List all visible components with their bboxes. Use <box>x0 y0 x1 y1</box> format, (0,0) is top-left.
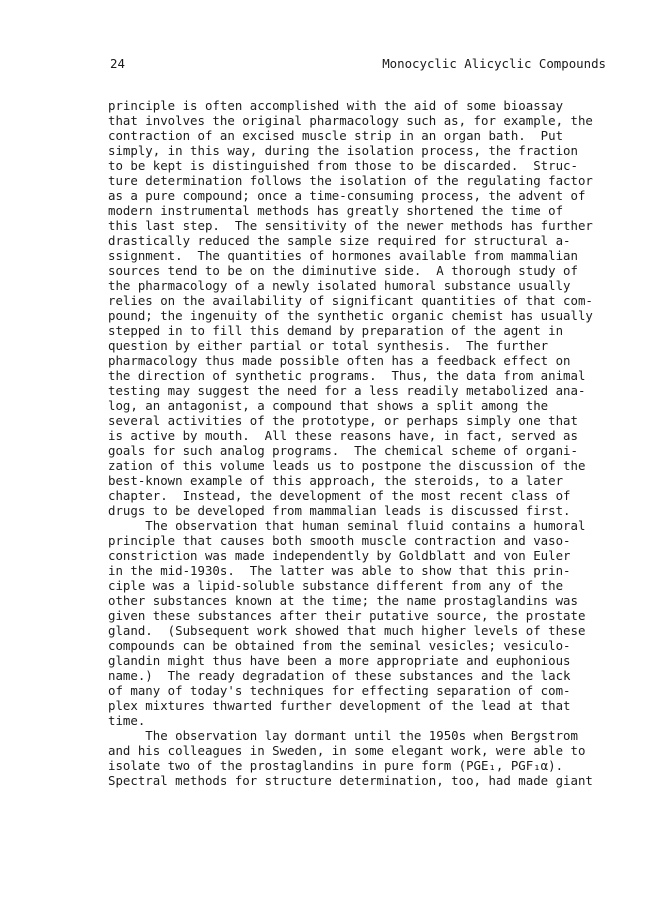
text-line: several activities of the prototype, or perhaps simply one that <box>108 413 578 428</box>
text-line: stepped in to fill this demand by preparation of the agent in <box>108 323 564 338</box>
text-line: testing may suggest the need for a less readily metabolized ana- <box>108 383 586 398</box>
text-line: other substances known at the time; the name prostaglandins was <box>108 593 578 608</box>
text-line: compounds can be obtained from the seminal vesicles; vesiculo- <box>108 638 571 653</box>
text-line: relies on the availability of significant quantities of that com- <box>108 293 593 308</box>
text-line: gland. (Subsequent work showed that much higher levels of these <box>108 623 586 638</box>
text-line: as a pure compound; once a time-consuming process, the advent of <box>108 188 586 203</box>
text-line: principle is often accomplished with the aid of some bioassay <box>108 98 564 113</box>
text-line: this last step. The sensitivity of the newer methods has further <box>108 218 593 233</box>
paragraph-start-line: The observation lay dormant until the 1950s when Bergstrom <box>108 728 578 743</box>
text-line: modern instrumental methods has greatly shortened the time of <box>108 203 564 218</box>
text-line: principle that causes both smooth muscle contraction and vaso- <box>108 533 571 548</box>
text-line: pharmacology thus made possible often has a feedback effect on <box>108 353 571 368</box>
text-line: best-known example of this approach, the steroids, to a later <box>108 473 564 488</box>
text-line: in the mid-1930s. The latter was able to show that this prin- <box>108 563 571 578</box>
text-line: name.) The ready degradation of these substances and the lack <box>108 668 571 683</box>
text-line: that involves the original pharmacology such as, for example, the <box>108 113 593 128</box>
text-line: the pharmacology of a newly isolated humoral substance usually <box>108 278 571 293</box>
text-line: to be kept is distinguished from those to be discarded. Struc- <box>108 158 578 173</box>
page-header <box>110 55 606 73</box>
text-line: sources tend to be on the diminutive side. A thorough study of <box>108 263 578 278</box>
text-line: chapter. Instead, the development of the most recent class of <box>108 488 571 503</box>
text-line: glandin might thus have been a more appropriate and euphonious <box>108 653 571 668</box>
text-line: simply, in this way, during the isolation process, the fraction <box>108 143 578 158</box>
text-line: Spectral methods for structure determination, too, had made giant <box>108 773 593 788</box>
text-line: is active by mouth. All these reasons have, in fact, served as <box>108 428 578 443</box>
text-line: goals for such analog programs. The chemical scheme of organi- <box>108 443 578 458</box>
text-line: and his colleagues in Sweden, in some elegant work, were able to <box>108 743 586 758</box>
running-title: Monocyclic Alicyclic Compounds <box>382 56 606 71</box>
text-line: ciple was a lipid-soluble substance different from any of the <box>108 578 564 593</box>
page-number: 24 <box>110 56 125 71</box>
text-line: time. <box>108 713 146 728</box>
text-line: pound; the ingenuity of the synthetic organic chemist has usually <box>108 308 593 323</box>
text-line: question by either partial or total synthesis. The further <box>108 338 549 353</box>
text-line: drastically reduced the sample size required for structural a- <box>108 233 571 248</box>
text-line: ture determination follows the isolation of the regulating factor <box>108 173 593 188</box>
text-line: constriction was made independently by Goldblatt and von Euler <box>108 548 571 563</box>
text-line: isolate two of the prostaglandins in pure form (PGE₁, PGF₁α). <box>108 758 564 773</box>
text-line: the direction of synthetic programs. Thus, the data from animal <box>108 368 586 383</box>
body-text <box>108 98 608 788</box>
text-line: given these substances after their putative source, the prostate <box>108 608 586 623</box>
text-line: log, an antagonist, a compound that shows a split among the <box>108 398 549 413</box>
text-line: ssignment. The quantities of hormones available from mammalian <box>108 248 578 263</box>
text-line: contraction of an excised muscle strip in an organ bath. Put <box>108 128 564 143</box>
text-line: plex mixtures thwarted further development of the lead at that <box>108 698 571 713</box>
text-line: drugs to be developed from mammalian leads is discussed first. <box>108 503 571 518</box>
text-line: zation of this volume leads us to postpone the discussion of the <box>108 458 586 473</box>
text-line: of many of today's techniques for effecting separation of com- <box>108 683 571 698</box>
paragraph-start-line: The observation that human seminal fluid contains a humoral <box>108 518 586 533</box>
